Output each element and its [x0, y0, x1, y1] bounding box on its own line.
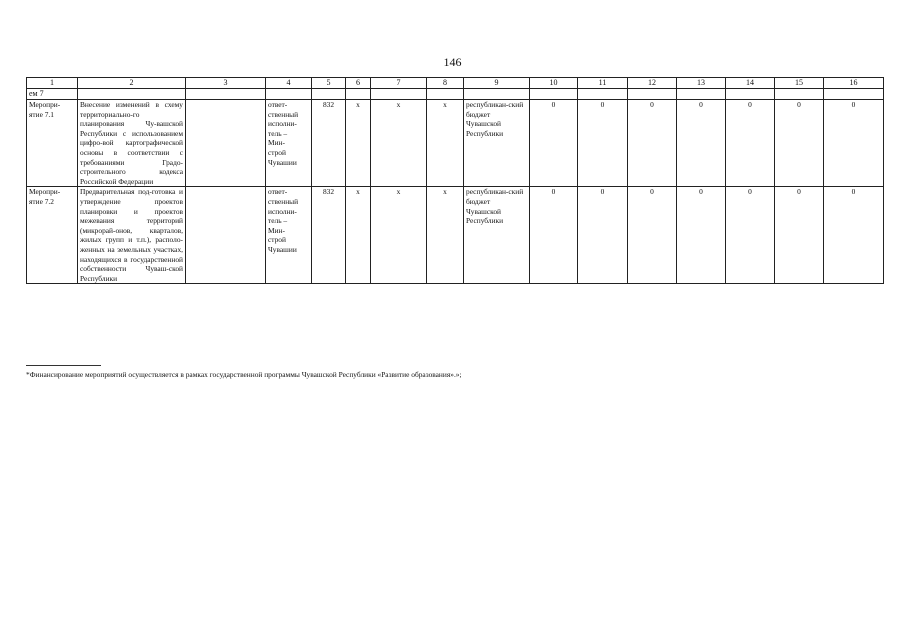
event-name-cell: Внесение изменений в схему территориально-го планирования Чу-вашской Республики с использованием цифро-вой картографической основы в соответствии с требованиями Градо-строительного кодекса Российской Федерации — [78, 100, 186, 187]
column-header: 13 — [677, 78, 726, 89]
column-header: 9 — [464, 78, 530, 89]
table-row — [27, 187, 884, 284]
column-header: 11 — [578, 78, 628, 89]
value-cell: 0 — [628, 100, 677, 187]
funding-source-cell: республикан-ский бюджет Чувашской Республики — [464, 187, 530, 284]
column-header: 10 — [530, 78, 578, 89]
program-table — [26, 77, 884, 284]
value-cell: 0 — [824, 187, 884, 284]
cell: x — [371, 187, 427, 284]
event-name-cell: Предварительная под-готовка и утверждение проектов планировки и проектов межевания территорий (микрорай-онов, кварталов, жилых групп и т.п.), располо-женных на земельных участках, находящихся в государственной собственности Чуваш-ской Республики — [78, 187, 186, 284]
column-header: 4 — [266, 78, 312, 89]
column-header: 16 — [824, 78, 884, 89]
column-header: 15 — [775, 78, 824, 89]
column-header: 1 — [27, 78, 78, 89]
empty-cell — [186, 100, 266, 187]
column-header: 14 — [726, 78, 775, 89]
column-header: 2 — [78, 78, 186, 89]
value-cell: 0 — [677, 187, 726, 284]
column-header: 12 — [628, 78, 677, 89]
footnote-divider — [26, 365, 101, 366]
value-cell: 0 — [775, 187, 824, 284]
value-cell: 0 — [775, 100, 824, 187]
footnote: *Финансирование мероприятий осуществляется в рамках государственной программы Чувашской Республики «Развитие образования».»; — [26, 370, 462, 379]
cell: x — [346, 187, 371, 284]
event-cell: Меропри- ятие 7.2 — [27, 187, 78, 284]
funding-source-cell: республикан-ский бюджет Чувашской Республики — [464, 100, 530, 187]
cell: x — [371, 100, 427, 187]
cell: x — [346, 100, 371, 187]
value-cell: 0 — [628, 187, 677, 284]
executor-cell: ответ- ственный исполни- тель – Мин- строй Чувашии — [266, 187, 312, 284]
code-cell: 832 — [312, 187, 346, 284]
column-header: 8 — [427, 78, 464, 89]
cell: x — [427, 187, 464, 284]
section-row — [27, 89, 884, 100]
column-header: 5 — [312, 78, 346, 89]
value-cell: 0 — [530, 100, 578, 187]
column-header: 6 — [346, 78, 371, 89]
value-cell: 0 — [530, 187, 578, 284]
column-header: 3 — [186, 78, 266, 89]
code-cell: 832 — [312, 100, 346, 187]
column-header: 7 — [371, 78, 427, 89]
section-label: ем 7 — [27, 89, 78, 100]
event-cell: Меропри- ятие 7.1 — [27, 100, 78, 187]
value-cell: 0 — [578, 100, 628, 187]
value-cell: 0 — [726, 100, 775, 187]
header-row — [27, 78, 884, 89]
value-cell: 0 — [726, 187, 775, 284]
table-row — [27, 100, 884, 187]
cell: x — [427, 100, 464, 187]
value-cell: 0 — [578, 187, 628, 284]
empty-cell — [186, 187, 266, 284]
executor-cell: ответ- ственный исполни- тель – Мин- строй Чувашии — [266, 100, 312, 187]
value-cell: 0 — [677, 100, 726, 187]
value-cell: 0 — [824, 100, 884, 187]
page-number: 146 — [443, 55, 462, 69]
